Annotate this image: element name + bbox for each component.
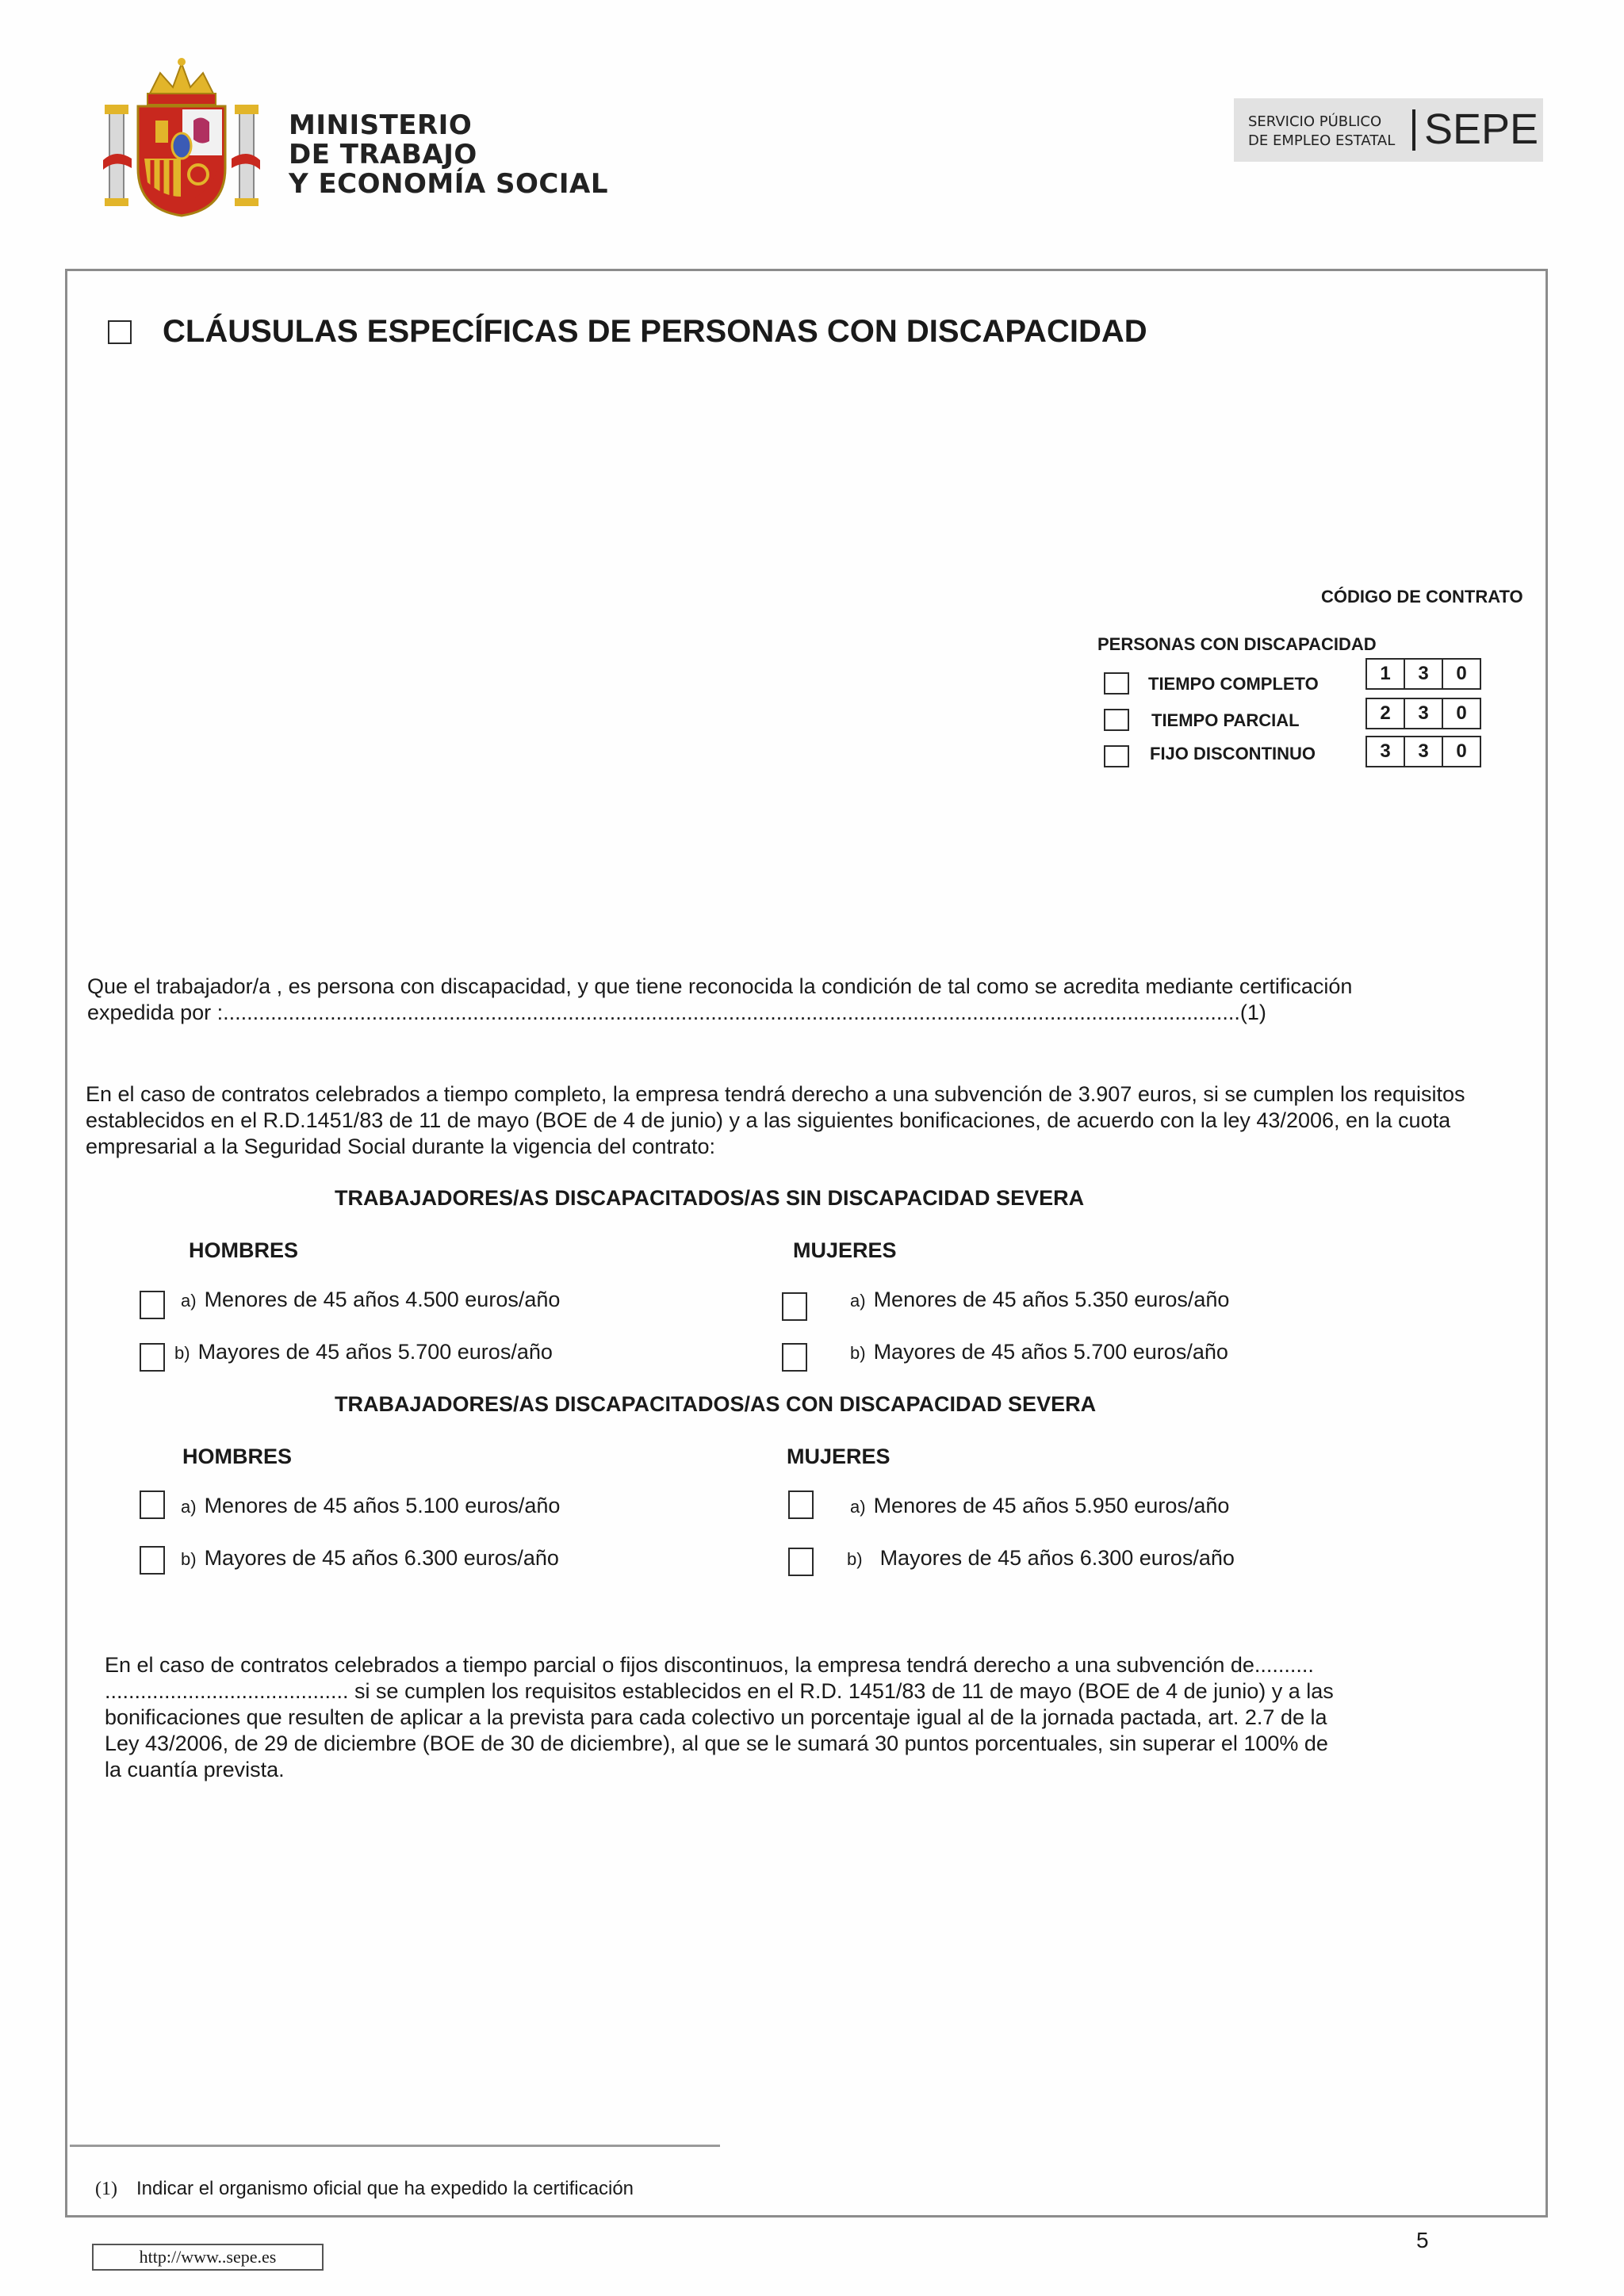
- part-time-line-1: En el caso de contratos celebrados a tiempo parcial o fijos discontinuos, la empresa tendrá derecho a una subvención de..........: [105, 1653, 1314, 1677]
- full-time-paragraph: [86, 1081, 1465, 1160]
- footnote: [95, 2178, 634, 2200]
- option-text: Mayores de 45 años 6.300 euros/año: [204, 1546, 559, 1570]
- sin-severa-hombres-b-label: [174, 1340, 553, 1364]
- sepe-subtitle-line-2: DE EMPLEO ESTATAL: [1248, 132, 1396, 149]
- code-digit: 3: [1404, 699, 1442, 728]
- option-letter: a): [181, 1291, 197, 1311]
- option-text: Mayores de 45 años 5.700 euros/año: [197, 1340, 553, 1364]
- option-text: Menores de 45 años 5.350 euros/año: [873, 1288, 1230, 1311]
- intro-line-1: Que el trabajador/a , es persona con discapacidad, y que tiene reconocida la condición de tal como se acredita mediante certificación: [87, 974, 1353, 998]
- option-letter: a): [181, 1497, 197, 1517]
- part-time-line-5: la cuantía prevista.: [105, 1758, 285, 1781]
- sepe-divider: [1412, 109, 1415, 151]
- section-heading-sin-severa: TRABAJADORES/AS DISCAPACITADOS/AS SIN DISCAPACIDAD SEVERA: [335, 1186, 1085, 1210]
- intro-line-2: expedida por :...........................................................................................................................................................................(1): [87, 1001, 1266, 1024]
- sin-severa-hombres-b-checkbox[interactable]: [140, 1343, 165, 1372]
- con-severa-hombres-b-label: [181, 1546, 559, 1571]
- fijo-discontinuo-checkbox[interactable]: [1104, 745, 1129, 767]
- option-letter: b): [181, 1549, 197, 1569]
- tiempo-completo-label: TIEMPO COMPLETO: [1148, 674, 1319, 694]
- con-severa-mujeres-a-label: [850, 1494, 1229, 1518]
- option-text: Mayores de 45 años 5.700 euros/año: [873, 1340, 1228, 1364]
- option-text: Menores de 45 años 4.500 euros/año: [204, 1288, 561, 1311]
- sepe-subtitle: [1248, 113, 1395, 151]
- website-link[interactable]: http://www..sepe.es: [92, 2244, 324, 2271]
- option-letter: b): [850, 1343, 866, 1363]
- sepe-logo: [1234, 98, 1543, 162]
- tiempo-parcial-checkbox[interactable]: [1104, 709, 1129, 731]
- con-severa-mujeres-b-checkbox[interactable]: [788, 1548, 814, 1576]
- option-letter: b): [847, 1549, 863, 1569]
- ministry-name: [289, 111, 608, 199]
- code-digit: 0: [1442, 737, 1480, 766]
- title-checkbox[interactable]: [108, 320, 132, 344]
- con-severa-hombres-a-label: [181, 1494, 560, 1518]
- footnote-number: (1): [95, 2179, 117, 2199]
- coat-of-arms-icon: [100, 57, 263, 219]
- footnote-divider: [70, 2145, 720, 2147]
- intro-paragraph: [87, 974, 1352, 1026]
- con-severa-hombres-a-checkbox[interactable]: [140, 1490, 165, 1519]
- sepe-wordmark: SEPE: [1424, 105, 1539, 153]
- section-heading-con-severa: TRABAJADORES/AS DISCAPACITADOS/AS CON DISCAPACIDAD SEVERA: [335, 1392, 1097, 1416]
- sin-severa-mujeres-a-checkbox[interactable]: [782, 1292, 807, 1321]
- option-text: Menores de 45 años 5.950 euros/año: [873, 1494, 1230, 1517]
- tiempo-completo-checkbox[interactable]: [1104, 672, 1129, 695]
- sin-severa-hombres-a-checkbox[interactable]: [140, 1291, 165, 1319]
- sin-severa-hombres-a-label: [181, 1288, 560, 1312]
- contract-code-heading: CÓDIGO DE CONTRATO: [1321, 587, 1523, 607]
- mujeres-heading: MUJERES: [787, 1445, 891, 1468]
- part-time-line-3: bonificaciones que resulten de aplicar a la prevista para cada colectivo un porcentaje igual al de la jornada pactada, art. 2.7 de la: [105, 1705, 1327, 1729]
- code-digit: 1: [1380, 663, 1391, 684]
- part-time-line-4: Ley 43/2006, de 29 de diciembre (BOE de 30 de diciembre), al que se le sumará 30 puntos porcentuales, sin superar el 100% de: [105, 1732, 1328, 1755]
- sin-severa-mujeres-a-label: [850, 1288, 1229, 1312]
- page-number: 5: [1416, 2228, 1429, 2252]
- full-time-line-1: En el caso de contratos celebrados a tiempo completo, la empresa tendrá derecho a una subvención de 3.907 euros, si se cumplen los requisitos: [86, 1082, 1465, 1106]
- tiempo-completo-code: [1365, 658, 1481, 690]
- sin-severa-mujeres-b-checkbox[interactable]: [782, 1343, 807, 1372]
- hombres-heading: HOMBRES: [182, 1445, 293, 1468]
- tiempo-parcial-code: [1365, 698, 1481, 729]
- code-digit: 0: [1442, 699, 1480, 728]
- contract-group-label: PERSONAS CON DISCAPACIDAD: [1097, 634, 1377, 654]
- option-letter: b): [174, 1343, 190, 1363]
- code-digit: 2: [1380, 702, 1391, 724]
- code-digit: 3: [1380, 740, 1391, 762]
- sin-severa-mujeres-b-label: [850, 1340, 1228, 1364]
- ministry-line-3: Y ECONOMÍA SOCIAL: [289, 168, 609, 200]
- fijo-discontinuo-label: FIJO DISCONTINUO: [1150, 744, 1316, 763]
- option-letter: a): [850, 1291, 866, 1311]
- sepe-subtitle-line-1: SERVICIO PÚBLICO: [1248, 113, 1382, 130]
- option-text: Mayores de 45 años 6.300 euros/año: [879, 1546, 1235, 1570]
- full-time-line-3: empresarial a la Seguridad Social durante la vigencia del contrato:: [86, 1135, 715, 1158]
- code-digit: 3: [1404, 737, 1442, 766]
- part-time-line-2: ......................................... si se cumplen los requisitos establecidos en el R.D. 1451/83 de 11 de mayo (BOE de 4 de junio) y a las: [105, 1679, 1334, 1703]
- tiempo-parcial-label: TIEMPO PARCIAL: [1151, 710, 1300, 730]
- con-severa-hombres-b-checkbox[interactable]: [140, 1546, 165, 1575]
- mujeres-heading: MUJERES: [793, 1238, 897, 1262]
- con-severa-mujeres-b-label: [847, 1546, 1235, 1571]
- full-time-line-2: establecidos en el R.D.1451/83 de 11 de mayo (BOE de 4 de junio) y a las siguientes bonificaciones, de acuerdo con la ley 43/2006, en la cuota: [86, 1108, 1451, 1132]
- option-letter: a): [850, 1497, 866, 1517]
- hombres-heading: HOMBRES: [189, 1238, 299, 1262]
- part-time-paragraph: [105, 1652, 1334, 1783]
- form-title: CLÁUSULAS ESPECÍFICAS DE PERSONAS CON DISCAPACIDAD: [163, 314, 1147, 349]
- option-text: Menores de 45 años 5.100 euros/año: [204, 1494, 561, 1517]
- footnote-text: Indicar el organismo oficial que ha expedido la certificación: [136, 2178, 634, 2199]
- ministry-line-2: DE TRABAJO: [289, 139, 477, 170]
- code-digit: 3: [1404, 660, 1442, 688]
- code-digit: 0: [1442, 660, 1480, 688]
- con-severa-mujeres-a-checkbox[interactable]: [788, 1490, 814, 1519]
- fijo-discontinuo-code: [1365, 736, 1481, 767]
- ministry-line-1: MINISTERIO: [289, 109, 473, 141]
